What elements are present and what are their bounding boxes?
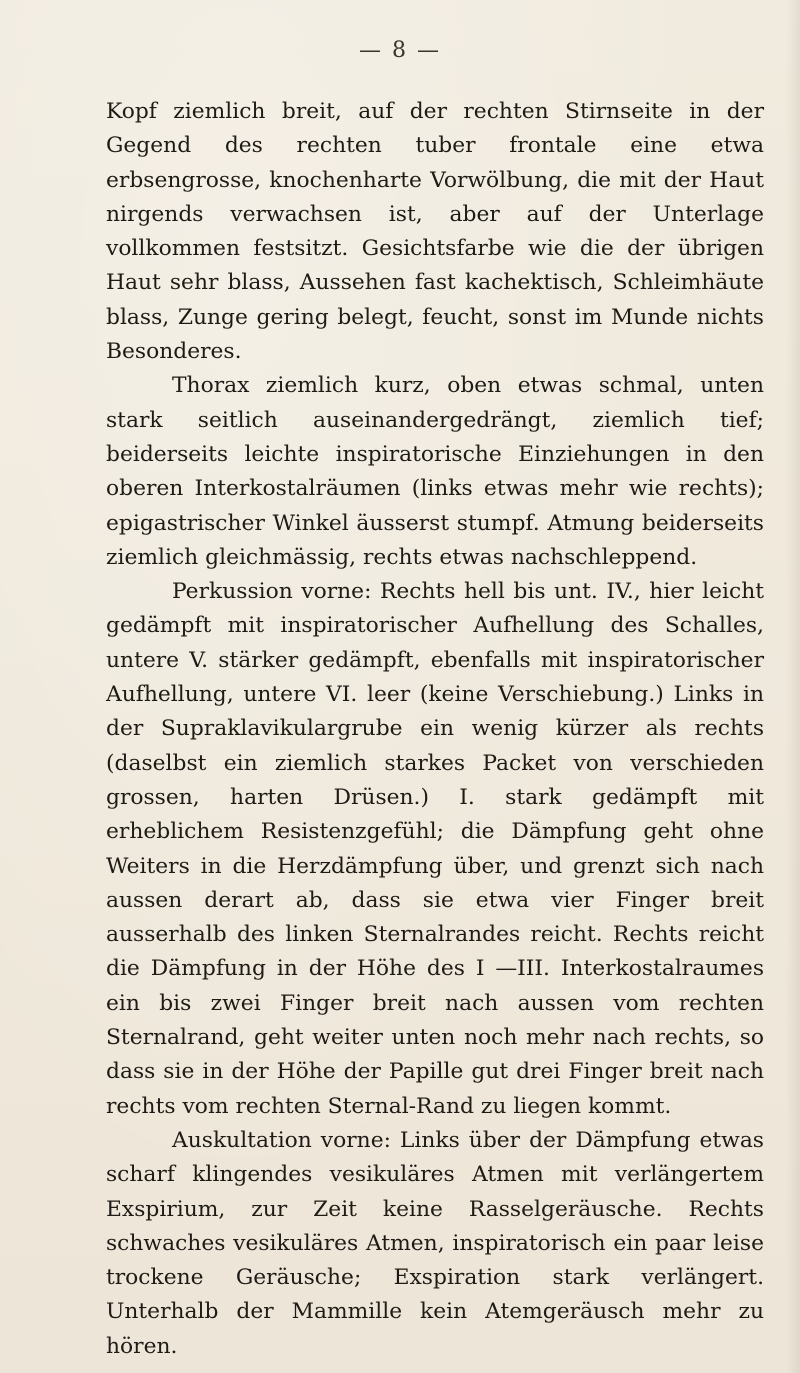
paragraph-percussion: Perkussion vorne: Rechts hell bis unt. IV., hier leicht gedämpft mit inspiratorischer Aufhellung des Schalles, untere V. stärker gedämpft, ebenfalls mit inspiratorischer Aufhellung, untere VI. leer (keine Verschiebung.) Links in der Supraklavikulargrube ein wenig kürzer als rechts (daselbst ein ziemlich starkes Packet von verschieden grossen, harten Drüsen.) I. stark gedämpft mit erheblichem Resistenzgefühl; die Dämpfung geht ohne Weiters in die Herzdämpfung über, und grenzt sich nach aussen derart ab, dass sie etwa vier Finger breit ausserhalb des linken Sternalrandes reicht. Rechts reicht die Dämpfung in der Höhe des I —III. Interkostalraumes ein bis zwei Finger breit nach aussen vom rechten Sternalrand, geht weiter unten noch mehr nach rechts, so dass sie in der Höhe der Papille gut drei Finger breit nach rechts vom rechten Sternal-Rand zu liegen kommt.	[106, 579, 764, 1119]
page-edge-shadow	[786, 0, 800, 1373]
paragraph-head-examination: Kopf ziemlich breit, auf der rechten Stirnseite in der Gegend des rechten tuber frontale eine etwa erbsengrosse, knochenharte Vorwölbung, die mit der Haut nirgends verwachsen ist, aber auf der Unterlage vollkommen festsitzt. Gesichtsfarbe wie die der übrigen Haut sehr blass, Aussehen fast kachektisch, Schleimhäute blass, Zunge gering belegt, feucht, sonst im Munde nichts Besonderes.	[106, 99, 764, 365]
paragraph-thorax: Thorax ziemlich kurz, oben etwas schmal, unten stark seitlich auseinandergedrängt, ziemlich tief; beiderseits leichte inspiratorische Einziehungen in den oberen Interkostalräumen (links etwas mehr wie rechts); epigastrischer Winkel äusserst stumpf. Atmung beiderseits ziemlich gleichmässig, rechts etwas nachschleppend.	[106, 373, 764, 570]
body-text	[106, 95, 764, 1364]
page-number: — 8 —	[359, 38, 441, 63]
paragraph-auscultation: Auskultation vorne: Links über der Dämpfung etwas scharf klingendes vesikuläres Atmen mit verlängertem Exspirium, zur Zeit keine Rasselgeräusche. Rechts schwaches vesikuläres Atmen, inspiratorisch ein paar leise trockene Geräusche; Exspiration stark verlängert. Unterhalb der Mammille kein Atemgeräusch mehr zu hören.	[106, 1127, 764, 1359]
